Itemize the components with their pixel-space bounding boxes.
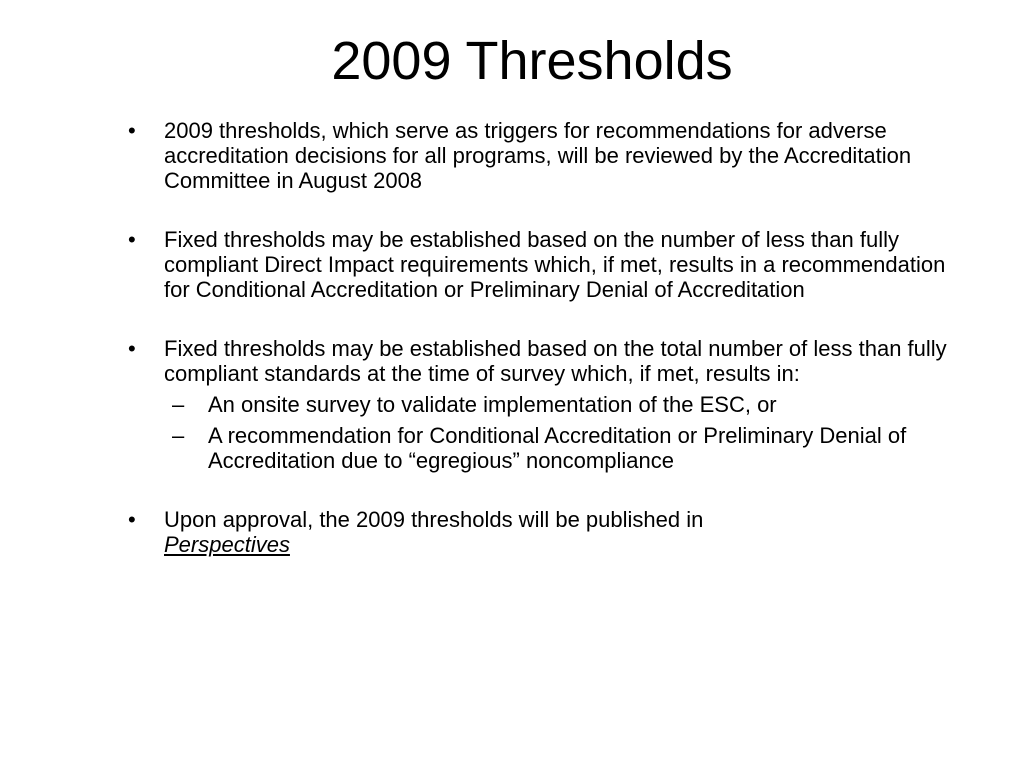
bullet-marker: •	[128, 118, 136, 143]
bullet-item	[128, 227, 948, 302]
sub-bullet-list	[164, 392, 948, 473]
perspectives-publication-link[interactable]: Perspectives	[164, 532, 290, 557]
slide-title: 2009 Thresholds	[331, 31, 733, 91]
bullet-marker: •	[128, 336, 136, 361]
sub-bullet-text: A recommendation for Conditional Accreditation or Preliminary Denial of Accreditation due to “egregious” noncompliance	[208, 423, 907, 473]
sub-bullet-item	[164, 392, 948, 417]
bullet-marker: •	[128, 507, 136, 532]
bullet-text: 2009 thresholds, which serve as triggers for recommendations for adverse accreditation decisions for all programs, will be reviewed by the Accreditation Committee in August 2008	[164, 118, 912, 193]
bullet-item	[128, 507, 948, 557]
sub-bullet-text: An onsite survey to validate implementation of the ESC, or	[208, 392, 777, 417]
bullet-marker: •	[128, 227, 136, 252]
bullet-item	[128, 118, 948, 193]
sub-bullet-marker: –	[172, 423, 185, 448]
bullet-text-lead: Upon approval, the 2009 thresholds will be published in	[164, 507, 704, 532]
bullet-item	[128, 336, 948, 473]
bullet-list	[128, 118, 948, 591]
bullet-text	[164, 507, 948, 557]
bullet-text: Fixed thresholds may be established based on the total number of less than fully compliant standards at the time of survey which, if met, results in:	[164, 336, 947, 386]
sub-bullet-item	[164, 423, 948, 473]
sub-bullet-marker: –	[172, 392, 185, 417]
bullet-text: Fixed thresholds may be established based on the number of less than fully compliant Direct Impact requirements which, if met, results in a recommendation for Conditional Accreditation or Preliminary Denial of Accreditation	[164, 227, 946, 302]
